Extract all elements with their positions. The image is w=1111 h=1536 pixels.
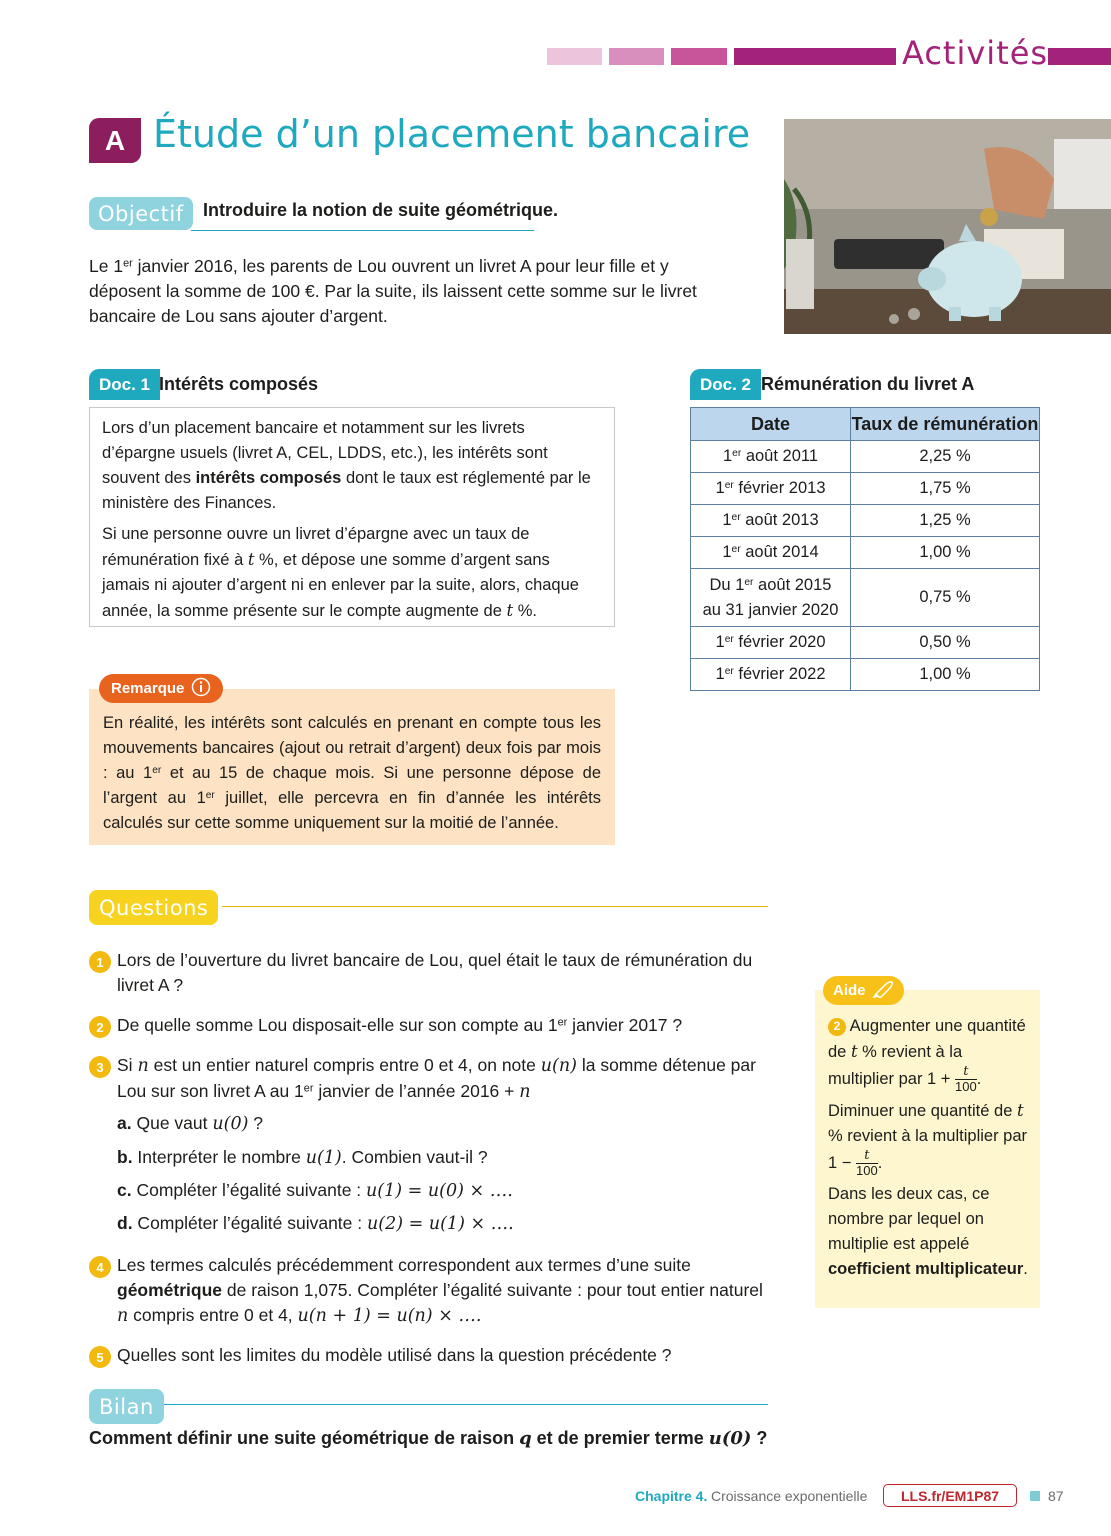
- fraction-t-over-100: $\frac{t}{100}$: [955, 1064, 977, 1094]
- header-label: Activités: [902, 34, 1049, 72]
- question-number-2: 2: [89, 1016, 111, 1038]
- footer-chapter: Chapitre 4.: [635, 1488, 708, 1504]
- bilan-rule: [164, 1404, 768, 1405]
- question-5: Quelles sont les limites du modèle utilisé dans la question précédente ?: [117, 1345, 672, 1365]
- question-2: De quelle somme Lou disposait-elle sur son compte au 1er janvier 2017 ?: [117, 1015, 683, 1035]
- question-number-1: 1: [89, 951, 111, 973]
- fraction-t-over-100: $\frac{t}{100}$: [855, 1148, 878, 1178]
- remarque-box: En réalité, les intérêts sont calculés en prenant en compte tous les mouvements bancaires (ajout ou retrait d’argent) deux fois par mois : au 1er et au 15 de chaque mois. Si une personne dépose de l’argent au 1er juillet, elle percevra en fin d’année les intérêts calculés sur cette somme uniquement sur la moitié de l’année.: [89, 689, 615, 845]
- doc2-title: Rémunération du livret A: [761, 374, 975, 394]
- doc1-badge: Doc. 1: [89, 369, 160, 400]
- header-bar-5: [1048, 48, 1111, 65]
- doc1-content: Lors d’un placement bancaire et notamment sur les livrets d’épargne usuels (livret A, CEL, LDDS, etc.), les intérêts sont souvent des intérêts composés dont le taux est réglementé par le ministère des Finances. Si une personne ouvre un livret d’épargne avec un taux de rémunération fixé à t %, et dépose une somme d’argent sans jamais ni ajouter d’argent ni en enlever par la suite, alors, chaque année, la somme présente sur le compte augmente de t %.: [89, 407, 615, 627]
- aide-badge: Aide: [823, 976, 904, 1005]
- piggy-bank-photo: [784, 119, 1111, 334]
- bilan-question: Comment définir une suite géométrique de raison q et de premier terme u(0) ?: [89, 1428, 768, 1449]
- objectif-underline: [191, 230, 534, 231]
- table-row: 1er août 2013 1,25 %: [691, 505, 1040, 537]
- objectif-badge: Objectif: [89, 197, 193, 230]
- table-row: 1er août 2011 2,25 %: [691, 441, 1040, 473]
- rocket-icon: [872, 980, 894, 1002]
- footer-link[interactable]: LLS.fr/EM1P87: [883, 1484, 1017, 1507]
- table-row: Du 1er août 2015 au 31 janvier 2020 0,75 %: [691, 569, 1040, 627]
- table-row: 1er février 2022 1,00 %: [691, 659, 1040, 691]
- section-letter-badge: A: [89, 118, 141, 163]
- question-3: Si n est un entier naturel compris entre 0 et 4, on note u(n) la somme détenue par Lou sur son livret A au 1er janvier de l’année 2016 + n: [117, 1055, 756, 1102]
- section-title: Étude d’un placement bancaire: [153, 112, 751, 156]
- doc1-title: Intérêts composés: [159, 374, 319, 394]
- table-row: 1er août 2014 1,00 %: [691, 537, 1040, 569]
- intro-paragraph: Le 1er janvier 2016, les parents de Lou ouvrent un livret A pour leur fille et y déposent la somme de 100 €. Par la suite, ils laissent cette somme sur le livret bancaire de Lou sans ajouter d’argent.: [89, 256, 697, 326]
- header-bar-4: [734, 48, 896, 65]
- question-1: Lors de l’ouverture du livret bancaire de Lou, quel était le taux de rémunération du livret A ?: [117, 950, 753, 995]
- header-bar-3: [671, 48, 727, 65]
- question-3c: c. Compléter l’égalité suivante : u(1) = u(0) × ….: [117, 1180, 513, 1201]
- questions-badge: Questions: [89, 890, 218, 925]
- question-number-5: 5: [89, 1346, 111, 1368]
- question-4: Les termes calculés précédemment correspondent aux termes d’une suite géométrique de raison 1,075. Compléter l’égalité suivante : pour tout entier naturel n compris entre 0 et 4, u(n + 1) = u(n) × ….: [117, 1255, 763, 1326]
- col-header-date: Date: [691, 408, 851, 441]
- table-row: 1er février 2013 1,75 %: [691, 473, 1040, 505]
- question-3b: b. Interpréter le nombre u(1). Combien vaut-il ?: [117, 1147, 488, 1168]
- question-number-4: 4: [89, 1256, 111, 1278]
- rate-table: [690, 407, 1040, 691]
- bilan-badge: Bilan: [89, 1389, 164, 1424]
- info-icon: [191, 677, 211, 701]
- col-header-rate: Taux de rémunération: [851, 408, 1040, 441]
- page-footer: [0, 1484, 1111, 1508]
- questions-rule: [222, 906, 768, 907]
- aide-question-number: 2: [828, 1018, 846, 1036]
- header-bar-1: [547, 48, 602, 65]
- page-number: 87: [1048, 1488, 1064, 1504]
- question-3a: a. Que vaut u(0) ?: [117, 1113, 264, 1134]
- table-row: 1er février 2020 0,50 %: [691, 627, 1040, 659]
- question-number-3: 3: [89, 1056, 111, 1078]
- doc2-badge: Doc. 2: [690, 369, 761, 400]
- footer-chapter-title: Croissance exponentielle: [711, 1488, 868, 1504]
- objectif-text: Introduire la notion de suite géométrique.: [203, 200, 559, 220]
- question-3d: d. Compléter l’égalité suivante : u(2) = u(1) × ….: [117, 1213, 514, 1234]
- remarque-badge: Remarque: [99, 674, 223, 703]
- header-bar-2: [609, 48, 664, 65]
- aide-box: 2 Augmenter une quantité de t % revient à la multiplier par 1 + $\frac{t}{100}$ . Diminuer une quantité de t % revient à la multiplier par 1 − $\frac{t}{100}$ . Dans les deux cas, ce nombre par lequel on multiplie est appelé coefficient multiplicateur.: [815, 990, 1040, 1308]
- footer-square-icon: [1030, 1491, 1040, 1501]
